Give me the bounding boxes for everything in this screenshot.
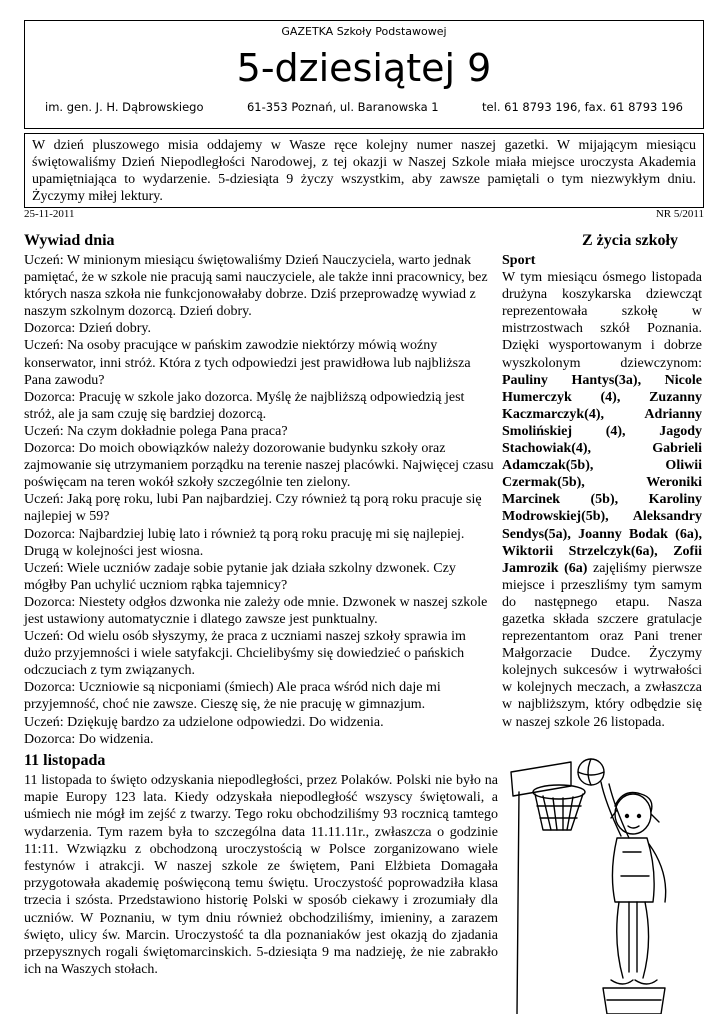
- interview-section: [24, 230, 496, 748]
- interview-line: Dozorca: Niestety odgłos dzwonka nie zależy ode mnie. Dzwonek w naszej szkole jest ustawiony automatycznie i dlatego zawsze jest punktualny.: [24, 594, 488, 627]
- school-life-title: Z życia szkoły: [582, 232, 678, 249]
- sport-text-after: zajęliśmy pierwsze miejsce i przeszliśmy tym samym do następnego etapu. Nasza gazetka składa szczere gratulacje reprezentantom oraz Pani trener Małgorzacie Dudce. Życzymy kolejnych sukcesów i wytrwałości w kolejnych meczach, a zwłaszcza w najbliższym, który odbędzie się w naszej szkole 26 listopada.: [502, 560, 702, 730]
- interview-line: Uczeń: Wiele uczniów zadaje sobie pytanie jak działa szkolny dzwonek. Czy mógłby Pan uchylić uczniom rąbka tajemnicy?: [24, 560, 456, 593]
- masthead-subtitle: GAZETKA Szkoły Podstawowej: [281, 25, 447, 38]
- sport-text-before: W tym miesiącu ósmego listopada drużyna koszykarska dziewcząt reprezentowała szkołę w mistrzostwach szkół Poznania. Dzięki wysportowanym i dobrze wyszkolonym dziewczynom:: [502, 270, 702, 371]
- interview-line: Uczeń: Na osoby pracujące w pańskim zawodzie niektórzy mówią woźny konserwator, inni stróż. Która z tych odpowiedzi jest prawidłowa lub najbliższa Pana zawodu?: [24, 338, 471, 388]
- issue-meta: [24, 208, 704, 220]
- interview-line: Uczeń: Od wielu osób słyszymy, że praca z uczniami naszej szkoły sprawia im dużo przyjemności i wiele satyfakcji. Chcielibyśmy się dowiedzieć o pańskich odczuciach z tym związanych.: [24, 629, 466, 679]
- interview-title: Wywiad dnia: [24, 232, 115, 249]
- interview-line: Uczeń: Jaką porę roku, lubi Pan najbardziej. Czy również tą porą roku pracuje się najlepiej w 59?: [24, 492, 482, 525]
- team-names: Pauliny Hantys(3a), Nicole Humerczyk (4), Zuzanny Kaczmarczyk(4), Adrianny Smolińskiej (4), Jagody Stachowiak(4), Gabrieli Adamczak(5b), Oliwii Czermak(5b), Weroniki Marcinek (5b), Karoliny Modrowskiej(5b), Aleksandry Sendys(5a), Joanny Bodak (6a), Wiktorii Strzelczyk(6a), Zofii Jamrozik (6a): [502, 372, 702, 576]
- interview-line: Uczeń: W minionym miesiącu świętowaliśmy Dzień Nauczyciela, warto jednak pamiętać, że w szkole nie pracują sami nauczyciele, ale także inni pracownicy, bez których nasza szkoła nie funkcjonowałaby dobrze. Dziś przeprowadzę wywiad z naszym szkolnym dozorcą. Dzień dobry.: [24, 253, 488, 320]
- newspaper-title: 5-dziesiątej 9: [236, 46, 492, 90]
- intro-box: W dzień pluszowego misia oddajemy w Wasze ręce kolejny numer naszej gazetki. W mijającym miesiącu świętowaliśmy Dzień Niepodległości Narodowej, z tej okazji w Naszej Szkole miała miejsce uroczysta Akademia upamiętniająca to wydarzenie. 5-dziesiąta 9 życzy wszystkim, aby zawsze pamiętali o tym niezwykłym dniu. Życzymy miłej lektury.: [24, 133, 704, 208]
- school-patron: im. gen. J. H. Dąbrowskiego: [45, 100, 204, 114]
- school-contact: tel. 61 8793 196, fax. 61 8793 196: [482, 100, 683, 114]
- masthead: [24, 20, 704, 129]
- interview-line: Dozorca: Najbardziej lubię lato i również tą porą roku pracuję mi się najlepiej. Drugą w kolejności jest wiosna.: [24, 526, 465, 559]
- sport-subhead: Sport: [502, 253, 536, 268]
- issue-number: NR 5/2011: [655, 208, 704, 220]
- november-section: [24, 750, 498, 978]
- masthead-info: [25, 100, 703, 114]
- interview-line: Dozorca: Do widzenia.: [24, 731, 154, 747]
- issue-date: 25-11-2011: [24, 208, 75, 220]
- november-text: 11 listopada to święto odzyskania niepodległości, przez Polaków. Polski nie było na mapie Europy 123 lata. Kiedy odzyskała niepodległość wszyscy świętowali, a uśmiech nie mógł im zejść z twarzy. Tego roku obchodziliśmy 93 rocznicą tamtego wydarzenia. Tym razem była to szczególna data 11.11.11r., zwłaszcza o godzinie 11:11. Wzwiązku z obchodzoną uroczystością w Polsce zorganizowano wiele festynów i atrakcji. W naszej szkole ze świętem, Pani Elżbieta Domagała przygotowała akademię poświęconą temu świętu. Uroczystość poprowadziła klasa trzecia i szósta. Przedstawiono historię Polski w sposób ciekawy i zrozumiały dla uczniów. W Poznaniu, w tym dniu również obchodziliśmy, imieniny, a zarazem święto, ulicy św. Marcin. Uroczystość ta dla poznaniaków jest okazją do zjadania przepysznych rogali świętomarcinskich. 5-dziesiąta 9 ma nadzieję, że nie zabrakło ich na Waszych stołach.: [24, 773, 498, 978]
- interview-line: Dozorca: Do moich obowiązków należy dozorowanie budynku szkoły oraz zajmowanie się utrzymaniem porządku na terenie naszej placówki. Najwięcej czasu poświęcam na teren wokół szkoły szczególnie ten zielony.: [24, 441, 494, 491]
- interview-line: Uczeń: Na czym dokładnie polega Pana praca?: [24, 423, 288, 439]
- sport-article: [502, 269, 702, 731]
- interview-line: Dozorca: Pracuję w szkole jako dozorca. Myślę że najbliższą odpowiedzią jest stróż, ale ja sam czuję się bardziej dozorcą.: [24, 389, 465, 422]
- interview-line: Dozorca: Dzień dobry.: [24, 321, 151, 337]
- school-life-section: [502, 230, 702, 731]
- basketball-illustration: [505, 752, 699, 1014]
- school-address: 61-353 Poznań, ul. Baranowska 1: [246, 100, 439, 114]
- november-title: 11 listopada: [24, 752, 106, 769]
- interview-line: Uczeń: Dziękuję bardzo za udzielone odpowiedzi. Do widzenia.: [24, 714, 384, 730]
- interview-line: Dozorca: Uczniowie są nicponiami (śmiech) Ale praca wśród nich daje mi przyjemność, choć nie zawsze. Cieszę się, że nie pracuję w gimnazjum.: [24, 680, 441, 713]
